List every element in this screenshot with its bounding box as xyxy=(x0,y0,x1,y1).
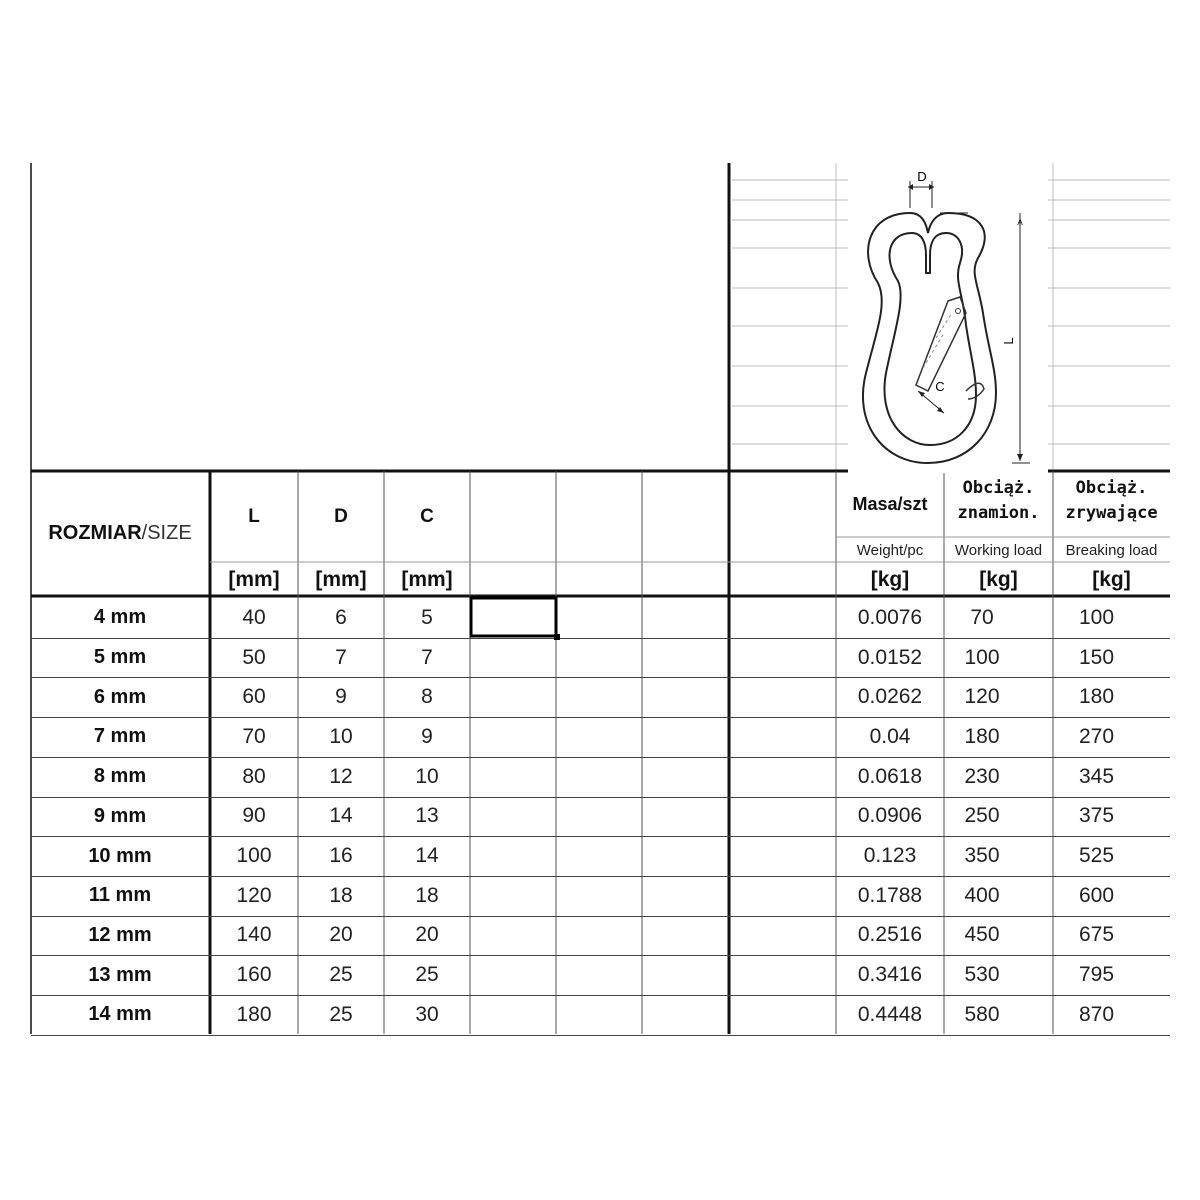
cell-C[interactable]: 7 xyxy=(421,645,433,669)
working-header-line2: znamion. xyxy=(957,503,1040,523)
cell-size[interactable]: 11 mm xyxy=(88,884,152,907)
cell-D[interactable]: 18 xyxy=(329,883,353,907)
cell-working[interactable]: 230 xyxy=(964,764,1000,788)
cell-C[interactable]: 14 xyxy=(415,844,439,868)
cell-C[interactable]: 25 xyxy=(415,963,439,987)
size-header xyxy=(31,472,209,595)
cell-size[interactable]: 9 mm xyxy=(93,804,147,827)
cell-C[interactable]: 18 xyxy=(415,883,439,907)
cell-mass[interactable]: 0.0076 xyxy=(857,605,923,629)
col-header-D: D xyxy=(334,506,348,527)
working-subheader: Working load xyxy=(954,541,1043,559)
working-unit: [kg] xyxy=(979,567,1018,591)
diagram-label-D: D xyxy=(917,169,927,184)
fill-handle[interactable] xyxy=(554,634,560,640)
breaking-unit: [kg] xyxy=(1092,567,1131,591)
cell-breaking[interactable]: 795 xyxy=(1078,963,1115,987)
cell-D[interactable]: 7 xyxy=(335,645,347,669)
cell-mass[interactable]: 0.0152 xyxy=(857,645,923,669)
cell-mass[interactable]: 0.3416 xyxy=(857,963,923,987)
breaking-header-line1: Obciąż. xyxy=(1075,478,1148,498)
cell-C[interactable]: 5 xyxy=(421,605,433,629)
cell-working[interactable]: 120 xyxy=(964,685,1000,709)
working-header-line1: Obciąż. xyxy=(962,478,1035,498)
cell-breaking[interactable]: 100 xyxy=(1078,605,1115,629)
cell-L[interactable]: 120 xyxy=(236,883,272,907)
cell-size[interactable]: 14 mm xyxy=(88,1003,152,1026)
cell-breaking[interactable]: 375 xyxy=(1078,804,1115,828)
cell-working[interactable]: 350 xyxy=(964,844,1000,868)
cell-D[interactable]: 25 xyxy=(329,1002,353,1026)
cell-breaking[interactable]: 345 xyxy=(1078,764,1115,788)
diagram-label-C: C xyxy=(935,379,945,394)
cell-L[interactable]: 180 xyxy=(236,1002,272,1026)
cell-C[interactable]: 9 xyxy=(421,724,433,748)
cell-C[interactable]: 30 xyxy=(415,1002,439,1026)
cell-C[interactable]: 8 xyxy=(421,685,433,709)
cell-D[interactable]: 14 xyxy=(329,804,353,828)
cell-L[interactable]: 100 xyxy=(236,844,272,868)
cell-mass[interactable]: 0.1788 xyxy=(857,883,923,907)
cell-L[interactable]: 70 xyxy=(242,724,266,748)
unit-D: [mm] xyxy=(315,567,367,591)
cell-breaking[interactable]: 600 xyxy=(1078,883,1115,907)
cell-L[interactable]: 60 xyxy=(242,685,266,709)
cell-size[interactable]: 7 mm xyxy=(93,725,147,748)
cell-C[interactable]: 20 xyxy=(415,923,439,947)
cell-mass[interactable]: 0.04 xyxy=(869,724,911,748)
cell-L[interactable]: 50 xyxy=(242,645,266,669)
cell-mass[interactable]: 0.2516 xyxy=(857,923,923,947)
cell-C[interactable]: 13 xyxy=(415,804,439,828)
cell-L[interactable]: 90 xyxy=(242,804,266,828)
cell-working[interactable]: 450 xyxy=(964,923,1000,947)
breaking-subheader: Breaking load xyxy=(1065,541,1158,559)
cell-D[interactable]: 10 xyxy=(329,724,353,748)
cell-mass[interactable]: 0.123 xyxy=(863,844,917,868)
cell-L[interactable]: 160 xyxy=(236,963,272,987)
cell-mass[interactable]: 0.0906 xyxy=(857,804,923,828)
cell-size[interactable]: 6 mm xyxy=(93,685,147,708)
cell-D[interactable]: 25 xyxy=(329,963,353,987)
diagram-label-A: A xyxy=(1017,218,1023,227)
cell-size[interactable]: 12 mm xyxy=(88,923,152,946)
cell-breaking[interactable]: 150 xyxy=(1078,645,1115,669)
col-header-C: C xyxy=(420,506,434,527)
selected-cell-outline[interactable] xyxy=(471,598,556,636)
mass-subheader: Weight/pc xyxy=(856,541,924,559)
cell-D[interactable]: 20 xyxy=(329,923,353,947)
cell-mass[interactable]: 0.0618 xyxy=(857,764,923,788)
cell-size[interactable]: 5 mm xyxy=(93,646,147,669)
cell-size[interactable]: 4 mm xyxy=(93,606,147,629)
cell-L[interactable]: 140 xyxy=(236,923,272,947)
diagram-label-L: L xyxy=(1001,337,1016,345)
cell-working[interactable]: 70 xyxy=(970,605,994,629)
cell-breaking[interactable]: 525 xyxy=(1078,844,1115,868)
cell-working[interactable]: 580 xyxy=(964,1002,1000,1026)
cell-size[interactable]: 10 mm xyxy=(88,844,152,867)
cell-breaking[interactable]: 675 xyxy=(1078,923,1115,947)
cell-D[interactable]: 16 xyxy=(329,844,353,868)
cell-breaking[interactable]: 270 xyxy=(1078,724,1115,748)
size-header-bold: ROZMIAR xyxy=(48,522,142,544)
unit-C: [mm] xyxy=(401,567,453,591)
cell-mass[interactable]: 0.4448 xyxy=(857,1002,923,1026)
size-header-light: /SIZE xyxy=(141,522,192,544)
cell-D[interactable]: 12 xyxy=(329,764,353,788)
cell-working[interactable]: 530 xyxy=(964,963,1000,987)
cell-L[interactable]: 80 xyxy=(242,764,266,788)
cell-D[interactable]: 6 xyxy=(335,605,347,629)
cell-working[interactable]: 180 xyxy=(964,724,1000,748)
cell-working[interactable]: 250 xyxy=(964,804,1000,828)
unit-L: [mm] xyxy=(228,567,280,591)
mass-unit: [kg] xyxy=(870,567,910,591)
cell-breaking[interactable]: 870 xyxy=(1078,1002,1115,1026)
cell-working[interactable]: 100 xyxy=(964,645,1000,669)
working-header xyxy=(944,476,1053,536)
mass-header: Masa/szt xyxy=(852,494,928,514)
cell-size[interactable]: 8 mm xyxy=(93,765,147,788)
cell-working[interactable]: 400 xyxy=(964,883,1000,907)
cell-size[interactable]: 13 mm xyxy=(88,963,152,986)
breaking-header-line2: zrywające xyxy=(1065,503,1158,523)
breaking-header xyxy=(1053,476,1170,536)
cell-D[interactable]: 9 xyxy=(335,685,347,709)
cell-L[interactable]: 40 xyxy=(242,605,266,629)
cell-mass[interactable]: 0.0262 xyxy=(857,685,923,709)
cell-C[interactable]: 10 xyxy=(415,764,439,788)
carabiner-diagram xyxy=(848,163,1048,473)
cell-breaking[interactable]: 180 xyxy=(1078,685,1115,709)
col-header-L: L xyxy=(248,506,260,527)
